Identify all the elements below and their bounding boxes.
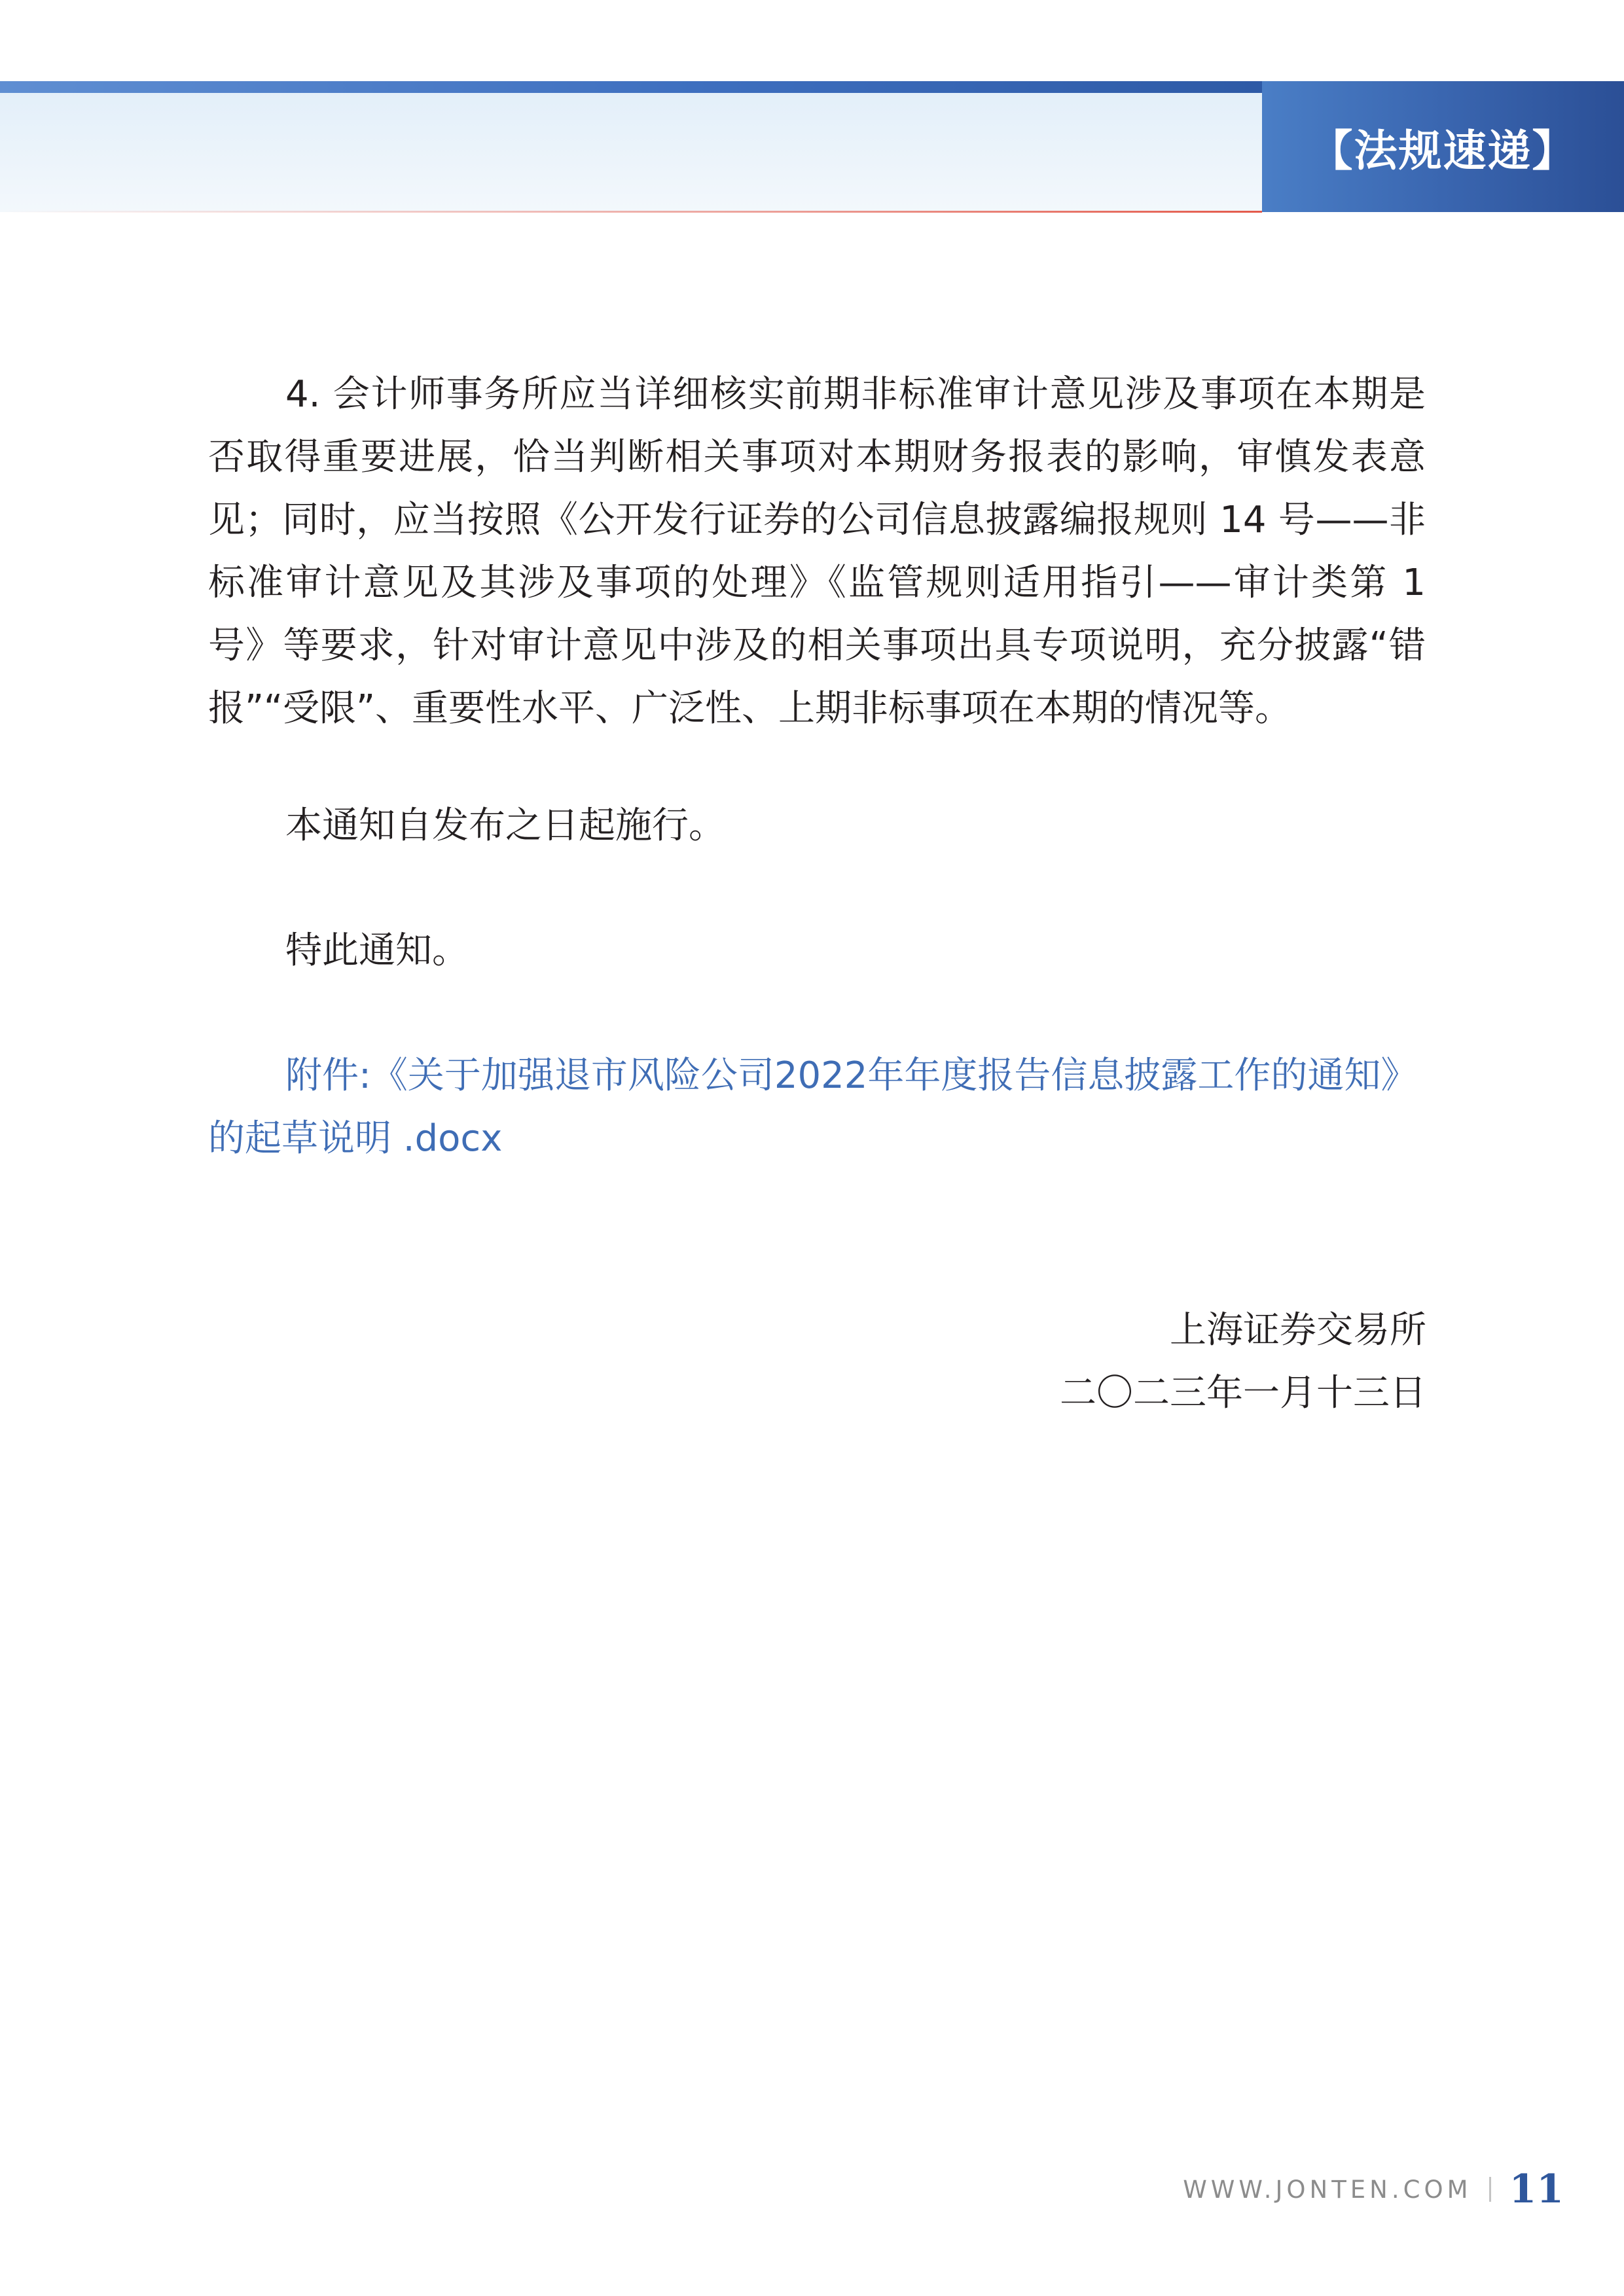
- header-top-rule: [0, 81, 1262, 93]
- effective-notice: 本通知自发布之日起施行。: [285, 804, 725, 847]
- section-title: 【法规速递】: [1309, 124, 1577, 176]
- page-footer: [1183, 2163, 1564, 2215]
- issue-date: 二〇二三年一月十三日: [1060, 1372, 1426, 1414]
- signature-block: [1060, 1299, 1426, 1425]
- paragraph-item-4: 4. 会计师事务所应当详细核实前期非标准审计意见涉及事项在本期是否取得重要进展，恰当判断相关事项对本期财务报表的影响，审慎发表意见；同时，应当按照《公开发行证券的公司信息披露编报规则 14 号——非标准审计意见及其涉及事项的处理》《监管规则适用指引——审计类第 1 号》等要求，针对审计意见中涉及的相关事项出具专项说明，充分披露“错报”“受限”、重要性水平、广泛性、上期非标事项在本期的情况等。: [208, 373, 1426, 730]
- footer-website: WWW.JONTEN.COM: [1183, 2175, 1472, 2204]
- document-body: [208, 363, 1426, 1170]
- page-number: 11: [1509, 2166, 1564, 2212]
- footer-divider: [1489, 2177, 1491, 2202]
- closing-remark: 特此通知。: [285, 929, 469, 972]
- attachment-link[interactable]: 附件:《关于加强退市风险公司2022年年度报告信息披露工作的通知》的起草说明 .docx: [208, 1054, 1418, 1160]
- issuer-name: 上海证券交易所: [1170, 1309, 1426, 1352]
- header-band: [0, 93, 1262, 212]
- header-accent-line: [0, 211, 1262, 213]
- section-tab: [1262, 81, 1624, 212]
